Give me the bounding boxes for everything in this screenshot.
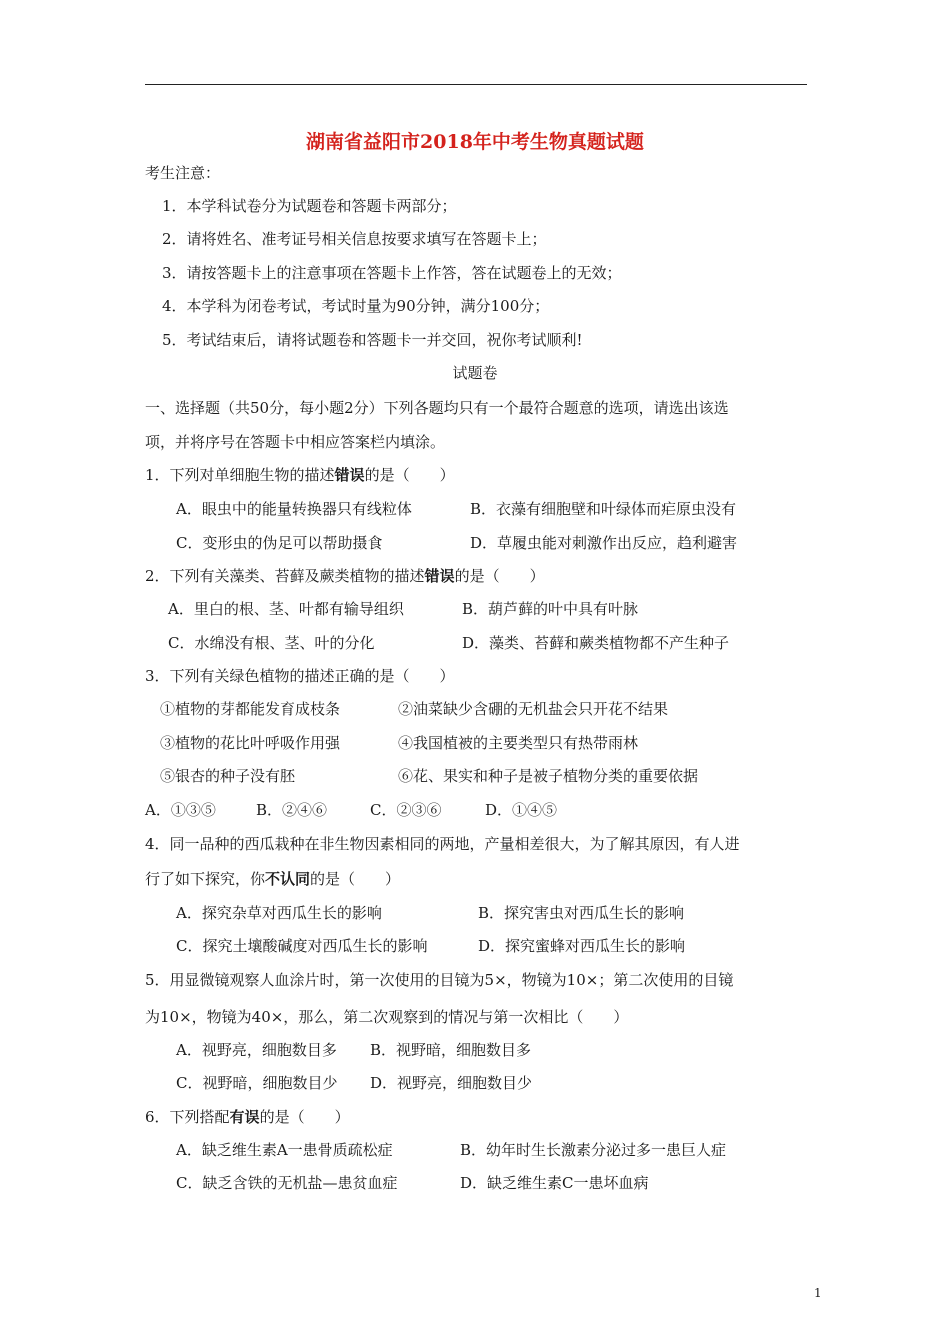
question-3-option-d: D．①④⑤ [485,801,558,819]
question-6-option-a: A．缺乏维生素A一患骨质疏松症 [176,1141,393,1159]
question-6-option-c: C．缺乏含铁的无机盐—患贫血症 [176,1174,398,1192]
question-3-stem: 3．下列有关绿色植物的描述正确的是（ ） [145,667,455,685]
question-3-statement: ②油菜缺少含硼的无机盐会只开花不结果 [398,700,669,718]
question-1-option-b: B．衣藻有细胞壁和叶绿体而疟原虫没有 [470,500,737,518]
question-3-statement: ④我国植被的主要类型只有热带雨林 [398,734,639,752]
notice-item: 5．考试结束后，请将试题卷和答题卡一并交回，祝你考试顺利! [162,331,583,349]
question-4-stem: 4．同一品种的西瓜栽种在非生物因素相同的两地，产量相差很大，为了解其原因，有人进 [145,835,740,853]
question-1-option-d: D．草履虫能对刺激作出反应，趋利避害 [470,534,738,552]
question-2-option-a: A．里白的根、茎、叶都有输导组织 [168,600,404,618]
part1-intro: 项，并将序号在答题卡中相应答案栏内填涂。 [145,433,446,451]
notice-heading: 考生注意： [145,164,221,182]
question-2-option-b: B．葫芦藓的叶中具有叶脉 [462,600,639,618]
section-label: 试题卷 [452,364,498,382]
question-6-stem: 6．下列搭配有误的是（ ） [145,1108,350,1126]
question-2-option-d: D．藻类、苔藓和蕨类植物都不产生种子 [462,634,730,652]
question-5-option-a: A．视野亮，细胞数目多 [176,1041,337,1059]
question-6-option-d: D．缺乏维生素C一患坏血病 [460,1174,649,1192]
notice-item: 4．本学科为闭卷考试，考试时量为90分钟，满分100分； [162,297,550,315]
question-3-statement: ⑤银杏的种子没有胚 [160,767,296,785]
question-3-option-b: B．②④⑥ [256,801,328,819]
notice-item: 2．请将姓名、准考证号相关信息按要求填写在答题卡上； [162,230,547,248]
question-5-option-d: D．视野亮，细胞数目少 [370,1074,533,1092]
question-4-stem-cont: 行了如下探究，你不认同的是（ ） [145,870,401,888]
question-6-option-b: B．幼年时生长激素分泌过多一患巨人症 [460,1141,727,1159]
question-5-stem: 5．用显微镜观察人血涂片时，第一次使用的目镜为5×，物镜为10×；第二次使用的目镜 [145,971,734,989]
question-4-option-a: A．探究杂草对西瓜生长的影响 [176,904,382,922]
question-2-stem: 2．下列有关藻类、苔藓及蕨类植物的描述错误的是（ ） [145,567,545,585]
question-3-statement: ⑥花、果实和种子是被子植物分类的重要依据 [398,767,699,785]
question-1-stem: 1．下列对单细胞生物的描述错误的是（ ） [145,466,455,484]
header-rule [145,84,807,85]
question-4-option-b: B．探究害虫对西瓜生长的影响 [478,904,685,922]
question-1-option-a: A．眼虫中的能量转换器只有线粒体 [176,500,412,518]
question-3-option-a: A．①③⑤ [145,801,216,819]
question-3-statement: ③植物的花比叶呼吸作用强 [160,734,341,752]
part1-intro: 一、选择题（共50分，每小题2分）下列各题均只有一个最符合题意的选项，请选出该选 [145,399,729,417]
question-5-stem-cont: 为10×，物镜为40×，那么，第二次观察到的情况与第一次相比（ ） [145,1008,629,1026]
question-5-option-b: B．视野暗，细胞数目多 [370,1041,532,1059]
page-number: 1 [814,1286,822,1300]
question-4-option-c: C．探究土壤酸碱度对西瓜生长的影响 [176,937,428,955]
question-3-statement: ①植物的芽都能发育成枝条 [160,700,341,718]
question-1-option-c: C．变形虫的伪足可以帮助摄食 [176,534,383,552]
question-2-option-c: C．水绵没有根、茎、叶的分化 [168,634,375,652]
question-3-option-c: C．②③⑥ [370,801,442,819]
notice-item: 3．请按答题卡上的注意事项在答题卡上作答，答在试题卷上的无效； [162,264,622,282]
notice-item: 1．本学科试卷分为试题卷和答题卡两部分； [162,197,457,215]
question-4-option-d: D．探究蜜蜂对西瓜生长的影响 [478,937,686,955]
page-title: 湖南省益阳市2018年中考生物真题试题 [306,131,644,153]
question-5-option-c: C．视野暗，细胞数目少 [176,1074,338,1092]
